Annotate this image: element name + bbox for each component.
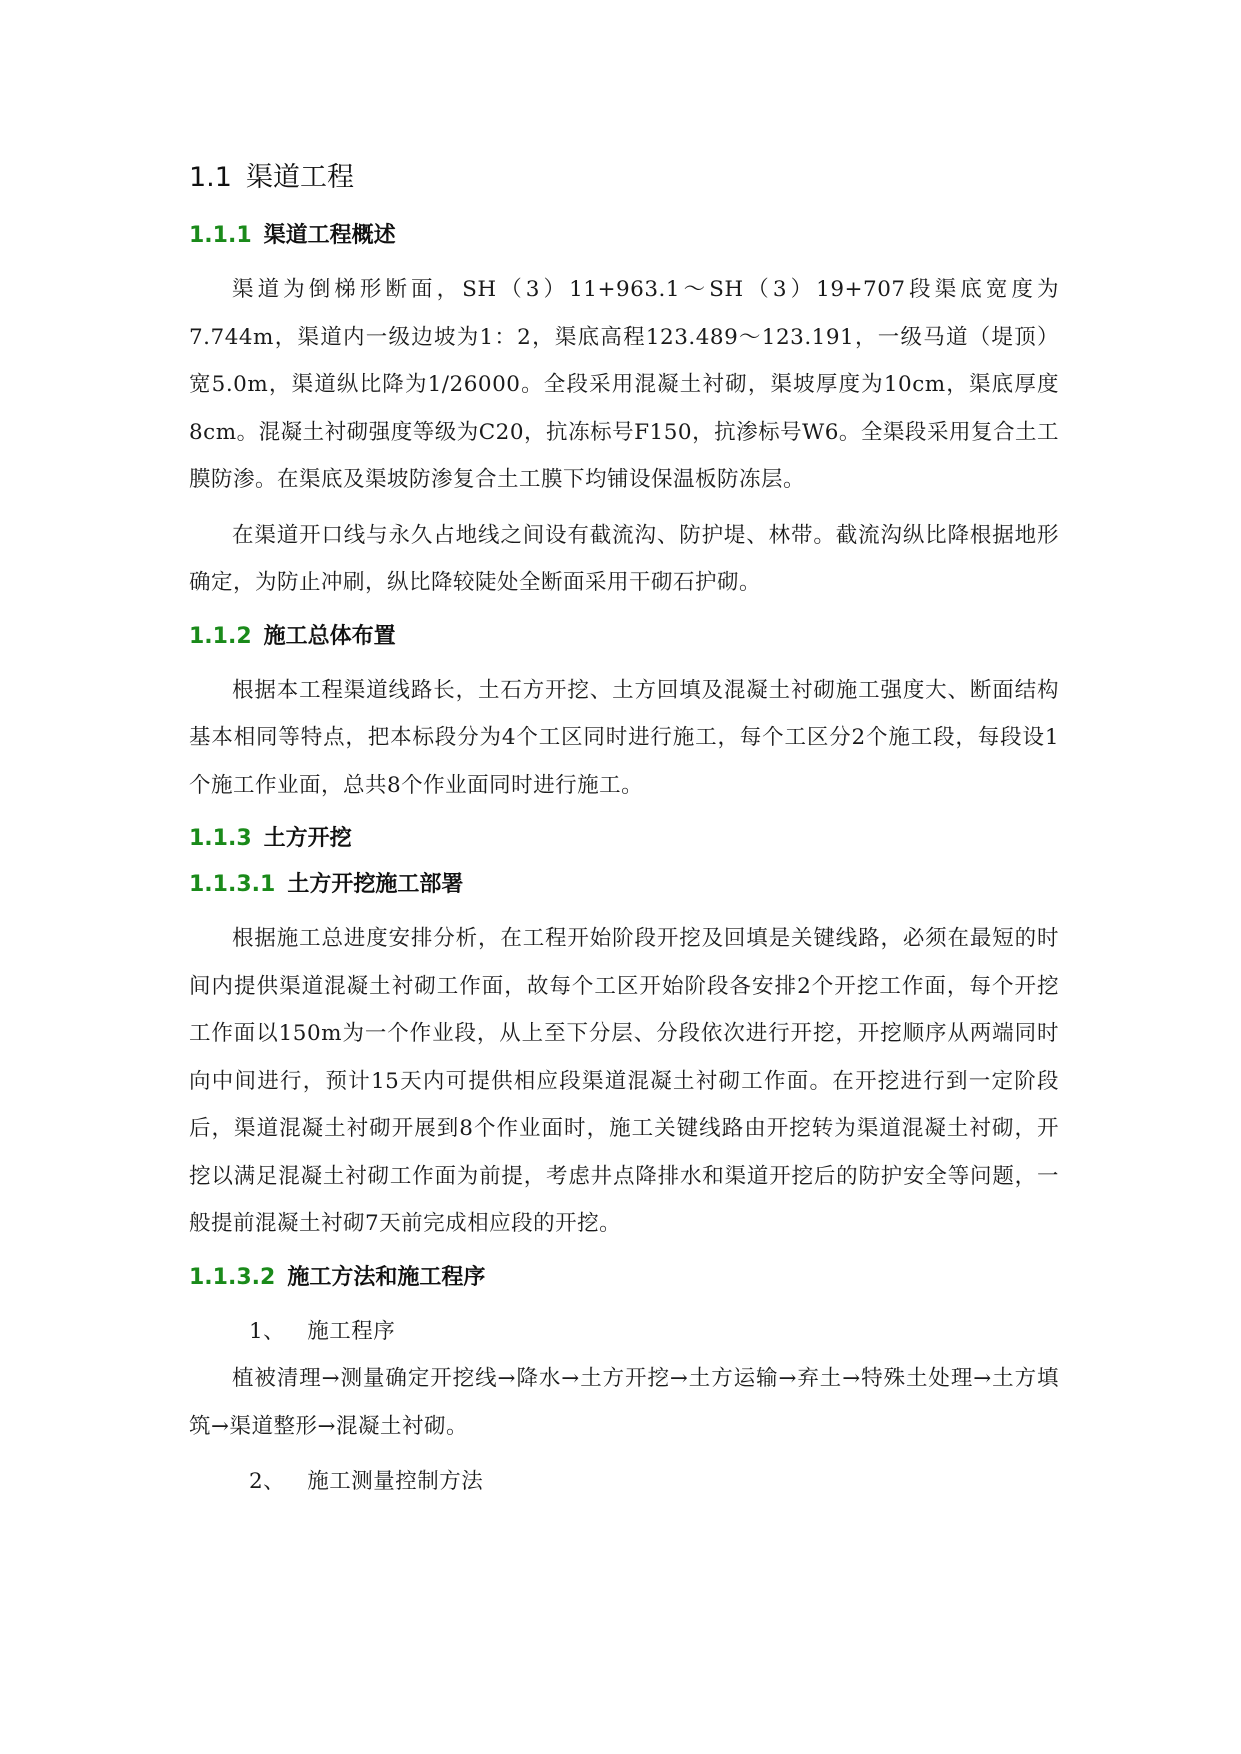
heading-1-1-3-2 (189, 1262, 1059, 1294)
heading-number: 1.1.2 (189, 623, 252, 649)
heading-1-1-3 (189, 823, 1059, 855)
heading-title: 土方开挖施工部署 (287, 872, 464, 897)
heading-1-1-3-1 (189, 869, 1059, 901)
paragraph-general-layout: 根据本工程渠道线路长，土石方开挖、土方回填及混凝土衬砌施工强度大、断面结构基本相同等特点，把本标段分为4个工区同时进行施工，每个工区分2个施工段，每段设1个施工作业面，总共8个作业面同时进行施工。 (189, 677, 1059, 798)
heading-number: 1.1.3.2 (189, 1264, 276, 1290)
heading-title: 施工总体布置 (263, 623, 396, 649)
paragraph-intercept-ditch: 在渠道开口线与永久占地线之间设有截流沟、防护堤、林带。截流沟纵比降根据地形确定，为防止冲刷，纵比降较陡处全断面采用干砌石护砌。 (189, 522, 1059, 595)
heading-number: 1.1.3 (189, 826, 252, 851)
paragraph-canal-overview: 渠道为倒梯形断面，SH（3）11+963.1～SH（3）19+707段渠底宽度为7.744m，渠道内一级边坡为1：2，渠底高程123.489～123.191，一级马道（堤顶）宽5.0m，渠道纵比降为1/26000。全段采用混凝土衬砌，渠坡厚度为10cm，渠底厚度8cm。混凝土衬砌强度等级为C20，抗冻标号F150，抗渗标号W6。全渠段采用复合土工膜防渗。在渠底及渠坡防渗复合土工膜下均铺设保温板防冻层。 (189, 277, 1059, 492)
paragraph-procedure-sequence: 植被清理→测量确定开挖线→降水→土方开挖→土方运输→弃土→特殊土处理→土方填筑→渠道整形→混凝土衬砌。 (189, 1366, 1059, 1439)
heading-1-1-2 (189, 621, 1059, 653)
heading-number: 1.1.3.1 (189, 872, 276, 897)
heading-number: 1.1 (189, 162, 232, 193)
list-marker: 2、 (249, 1469, 286, 1494)
heading-title: 土方开挖 (263, 826, 352, 851)
heading-title: 施工方法和施工程序 (287, 1264, 486, 1290)
heading-title: 渠道工程概述 (263, 223, 396, 248)
heading-1-1 (189, 158, 1059, 198)
list-item-survey-control (189, 1458, 1059, 1506)
list-marker: 1、 (249, 1318, 286, 1344)
heading-number: 1.1.1 (189, 223, 252, 248)
list-label: 施工程序 (307, 1318, 396, 1344)
document-body (189, 158, 1059, 1506)
list-item-construction-procedure (189, 1308, 1059, 1356)
heading-title: 渠道工程 (245, 162, 354, 193)
list-label: 施工测量控制方法 (307, 1469, 484, 1494)
heading-1-1-1 (189, 220, 1059, 252)
paragraph-excavation-deployment: 根据施工总进度安排分析，在工程开始阶段开挖及回填是关键线路，必须在最短的时间内提供渠道混凝土衬砌工作面，故每个工区开始阶段各安排2个开挖工作面，每个开挖工作面以150m为一个作业段，从上至下分层、分段依次进行开挖，开挖顺序从两端同时向中间进行，预计15天内可提供相应段渠道混凝土衬砌工作面。在开挖进行到一定阶段后，渠道混凝土衬砌开展到8个作业面时，施工关键线路由开挖转为渠道混凝土衬砌，开挖以满足混凝土衬砌工作面为前提，考虑井点降排水和渠道开挖后的防护安全等问题，一般提前混凝土衬砌7天前完成相应段的开挖。 (189, 926, 1059, 1236)
